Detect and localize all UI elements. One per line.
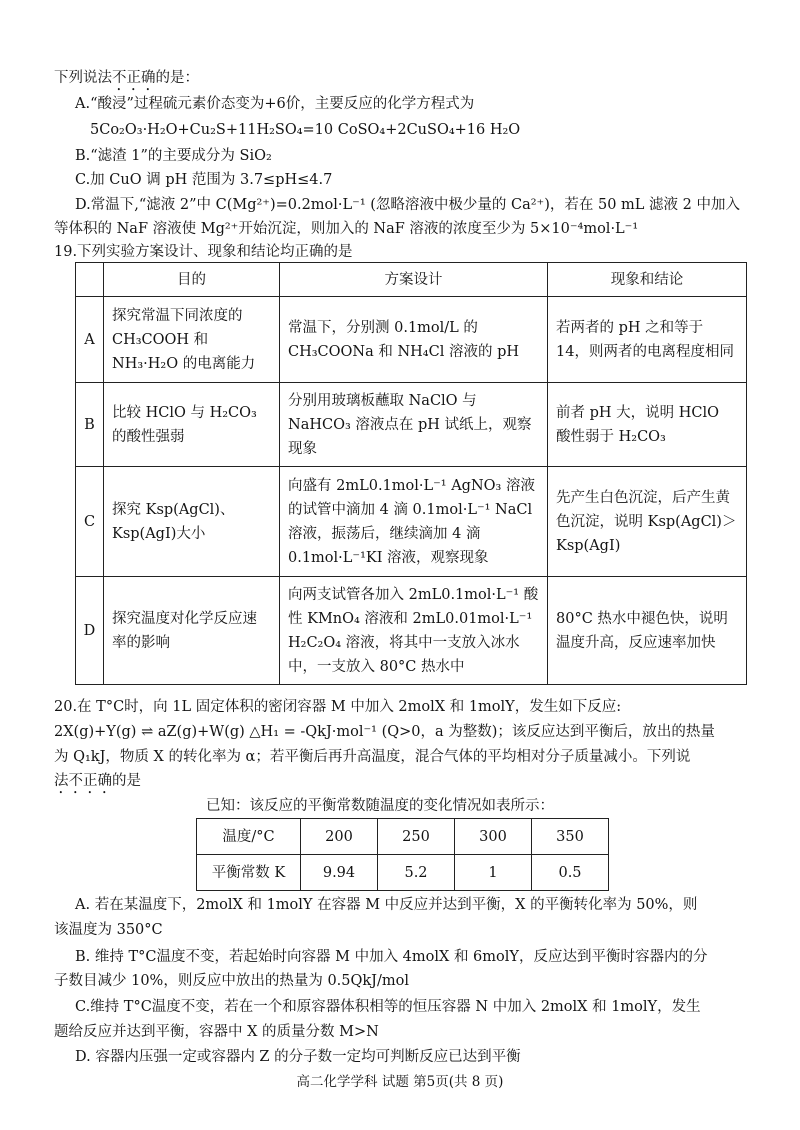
- q19-row-result: 前者 pH 大，说明 HClO 酸性弱于 H₂CO₃: [548, 383, 747, 467]
- q19-row-design: 常温下，分别测 0.1mol/L 的 CH₃COONa 和 NH₄Cl 溶液的 pH: [280, 297, 548, 383]
- q18-option-a-line1: A.“酸浸”过程硫元素价态变为+6价，主要反应的化学方程式为: [75, 96, 475, 112]
- q18-option-d-line1: D.常温下,“滤液 2”中 C(Mg²⁺)=0.2mol·L⁻¹ (忽略溶液中极少量的 Ca²⁺)，若在 50 mL 滤液 2 中加入: [75, 197, 740, 213]
- q20-k-cell: 1: [455, 855, 532, 891]
- q19-row-purpose: 探究 Ksp(AgCl)、Ksp(AgI)大小: [104, 467, 280, 577]
- q20-stem-line3: 为 Q₁kJ，物质 X 的转化率为 α；若平衡后再升高温度，混合气体的平均相对分子质量减小。下列说: [54, 749, 691, 765]
- q19-row-d: [76, 577, 747, 685]
- q19-row-purpose: 比较 HClO 与 H₂CO₃ 的酸性强弱: [104, 383, 280, 467]
- q19-row-b: [76, 383, 747, 467]
- q20-temperature-cell: 350: [532, 819, 609, 855]
- q20-temperature-label: 温度/°C: [197, 819, 301, 855]
- q20-k-label: 平衡常数 K: [197, 855, 301, 891]
- q20-k-cell: 5.2: [378, 855, 455, 891]
- q19-row-label: A: [76, 297, 104, 383]
- q20-option-c-line2: 题给反应并达到平衡，容器中 X 的质量分数 M>N: [54, 1024, 379, 1040]
- q19-row-design: 分别用玻璃板蘸取 NaClO 与 NaHCO₃ 溶液点在 pH 试纸上，观察现象: [280, 383, 548, 467]
- q19-row-design: 向盛有 2mL0.1mol·L⁻¹ AgNO₃ 溶液的试管中滴加 4 滴 0.1mol·L⁻¹ NaCl 溶液，振荡后，继续滴加 4 滴 0.1mol·L⁻¹KI 溶液，观察现象: [280, 467, 548, 577]
- q20-option-b-line2: 子数目减少 10%，则反应中放出的热量为 0.5QkJ/mol: [54, 973, 409, 989]
- q19-header-design: 方案设计: [280, 263, 548, 297]
- q20-option-d: D. 容器内压强一定或容器内 Z 的分子数一定均可判断反应已达到平衡: [75, 1049, 521, 1065]
- q20-k-row: [197, 855, 609, 891]
- page-footer: 高二化学学科 试题 第5页(共 8 页): [296, 1074, 504, 1090]
- q20-k-cell: 0.5: [532, 855, 609, 891]
- q18-option-c: C.加 CuO 调 pH 范围为 3.7≤pH≤4.7: [75, 172, 333, 188]
- q19-table-header-row: [76, 263, 747, 297]
- q19-row-c: [76, 467, 747, 577]
- q18-stem: 下列说法不正确的是：: [54, 70, 199, 86]
- q20-option-a-line1: A. 若在某温度下，2molX 和 1molY 在容器 M 中反应并达到平衡，X 的平衡转化率为 50%，则: [75, 897, 698, 913]
- q20-option-b-line1: B. 维持 T°C温度不变，若起始时向容器 M 中加入 4molX 和 6molY，反应达到平衡时容器内的分: [75, 949, 708, 965]
- q19-table: [75, 262, 747, 685]
- q20-stem-line2: 2X(g)+Y(g) ⇌ aZ(g)+W(g) △H₁ = -QkJ·mol⁻¹ (Q>0，a 为整数)；该反应达到平衡后，放出的热量: [54, 724, 715, 740]
- q19-row-design: 向两支试管各加入 2mL0.1mol·L⁻¹ 酸性 KMnO₄ 溶液和 2mL0.01mol·L⁻¹ H₂C₂O₄ 溶液，将其中一支放入冰水中，一支放入 80°C 热水中: [280, 577, 548, 685]
- q19-row-result: 80°C 热水中褪色快，说明温度升高，反应速率加快: [548, 577, 747, 685]
- q20-stem-line1: 20.在 T°C时，向 1L 固定体积的密闭容器 M 中加入 2molX 和 1molY，发生如下反应:: [54, 699, 622, 715]
- q18-option-d-line2: 等体积的 NaF 溶液使 Mg²⁺开始沉淀，则加入的 NaF 溶液的浓度至少为 5×10⁻⁴mol·L⁻¹: [54, 221, 639, 237]
- q20-k-cell: 9.94: [301, 855, 378, 891]
- q20-known: 已知：该反应的平衡常数随温度的变化情况如表所示：: [206, 798, 554, 814]
- q19-header-result: 现象和结论: [548, 263, 747, 297]
- q20-option-c-line1: C.维持 T°C温度不变，若在一个和原容器体积相等的恒压容器 N 中加入 2molX 和 1molY，发生: [75, 999, 701, 1015]
- q20-temperature-cell: 300: [455, 819, 532, 855]
- q20-temperature-row: [197, 819, 609, 855]
- q19-row-label: C: [76, 467, 104, 577]
- q20-stem-line4: 法不正确的是: [54, 773, 141, 789]
- q19-row-label: B: [76, 383, 104, 467]
- q20-k-table: [196, 818, 609, 891]
- q20-temperature-cell: 250: [378, 819, 455, 855]
- q19-header-label: [76, 263, 104, 297]
- q20-option-a-line2: 该温度为 350°C: [54, 922, 163, 938]
- q20-temperature-cell: 200: [301, 819, 378, 855]
- q19-header-purpose: 目的: [104, 263, 280, 297]
- q19-row-a: [76, 297, 747, 383]
- q19-row-result: 若两者的 pH 之和等于 14，则两者的电离程度相同: [548, 297, 747, 383]
- q19-row-result: 先产生白色沉淀，后产生黄色沉淀，说明 Ksp(AgCl)＞Ksp(AgI): [548, 467, 747, 577]
- q18-option-a-equation: 5Co₂O₃·H₂O+Cu₂S+11H₂SO₄=10 CoSO₄+2CuSO₄+16 H₂O: [90, 122, 521, 138]
- q19-row-purpose: 探究温度对化学反应速率的影响: [104, 577, 280, 685]
- q19-stem: 19.下列实验方案设计、现象和结论均正确的是: [54, 244, 353, 260]
- q18-option-b: B.“滤渣 1”的主要成分为 SiO₂: [75, 148, 272, 164]
- q19-row-label: D: [76, 577, 104, 685]
- q19-row-purpose: 探究常温下同浓度的 CH₃COOH 和 NH₃·H₂O 的电离能力: [104, 297, 280, 383]
